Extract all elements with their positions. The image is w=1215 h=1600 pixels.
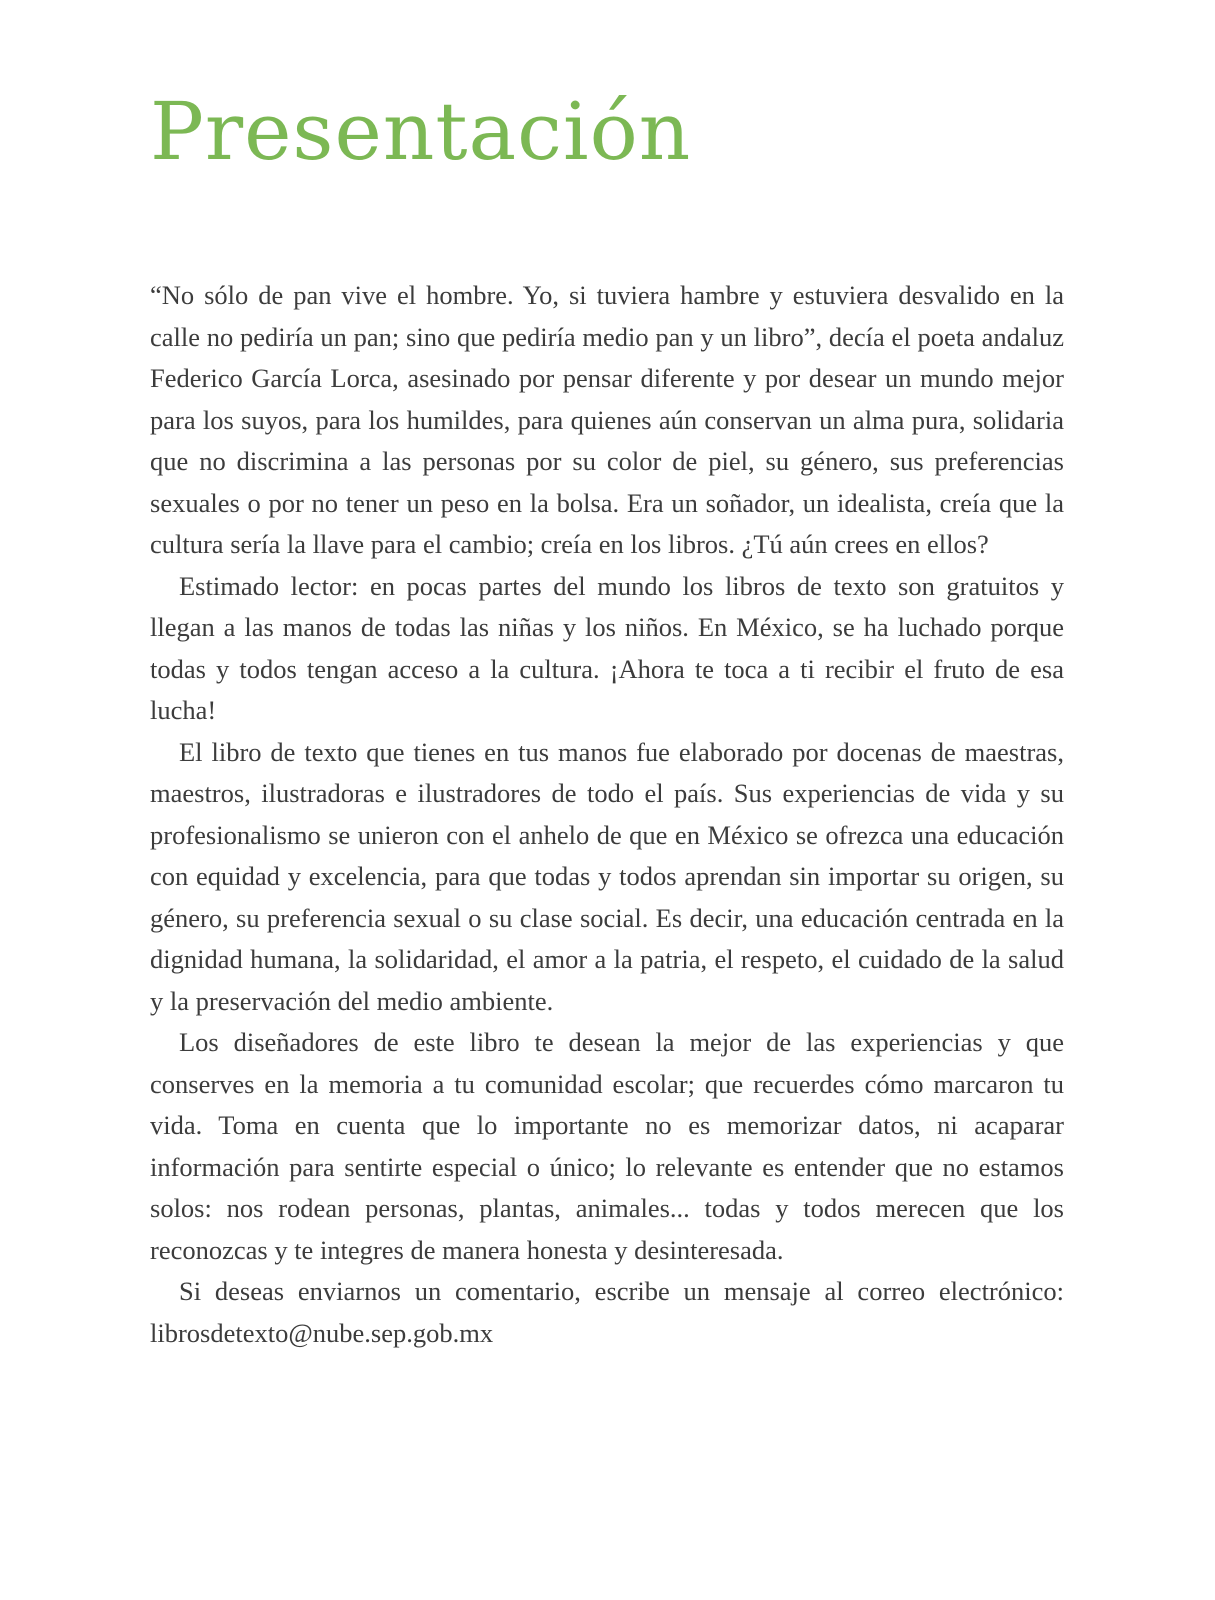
- presentation-body: [150, 275, 1064, 1354]
- contact-email[interactable]: librosdetexto@nube.sep.gob.mx: [150, 1317, 494, 1348]
- paragraph-contact: [150, 1271, 1064, 1354]
- paragraph-libro-de-texto: El libro de texto que tienes en tus manos fue elaborado por docenas de maestras, maestros, ilustradoras e ilustradores de todo el país. Sus experiencias de vida y su profesionalismo se unieron con el anhelo de que en México se ofrezca una educación con equidad y excelencia, para que todas y todos aprendan sin importar su origen, su género, su preferencia sexual o su clase social. Es decir, una educación centrada en la dignidad humana, la solidaridad, el amor a la patria, el respeto, el cuidado de la salud y la preservación del medio ambiente.: [150, 736, 1064, 1016]
- page-title: Presentación: [150, 85, 692, 178]
- paragraph-estimado-lector: Estimado lector: en pocas partes del mundo los libros de texto son gratuitos y llegan a las manos de todas las niñas y los niños. En México, se ha luchado porque todas y todos tengan acceso a la cultura. ¡Ahora te toca a ti recibir el fruto de esa lucha!: [150, 570, 1064, 725]
- paragraph-disenadores: Los diseñadores de este libro te desean la mejor de las experiencias y que conserves en la memoria a tu comunidad escolar; que recuerdes cómo marcaron tu vida. Toma en cuenta que lo importante no es memorizar datos, ni acaparar información para sentirte especial o único; lo relevante es entender que no estamos solos: nos rodean personas, plantas, animales... todas y todos merecen que los reconozcas y te integres de manera honesta y desinteresada.: [150, 1027, 1064, 1265]
- contact-prefix: Si deseas enviarnos un comentario, escribe un mensaje al correo electrónico:: [179, 1276, 1064, 1306]
- paragraph-lorca-quote: “No sólo de pan vive el hombre. Yo, si tuviera hambre y estuviera desvalido en la calle no pediría un pan; sino que pediría medio pan y un libro”, decía el poeta andaluz Federico García Lorca, asesinado por pensar diferente y por desear un mundo mejor para los suyos, para los humildes, para quienes aún conservan un alma pura, solidaria que no discrimina a las personas por su color de piel, su género, sus preferencias sexuales o por no tener un peso en la bolsa. Era un soñador, un idealista, creía que la cultura sería la llave para el cambio; creía en los libros. ¿Tú aún crees en ellos?: [150, 280, 1064, 559]
